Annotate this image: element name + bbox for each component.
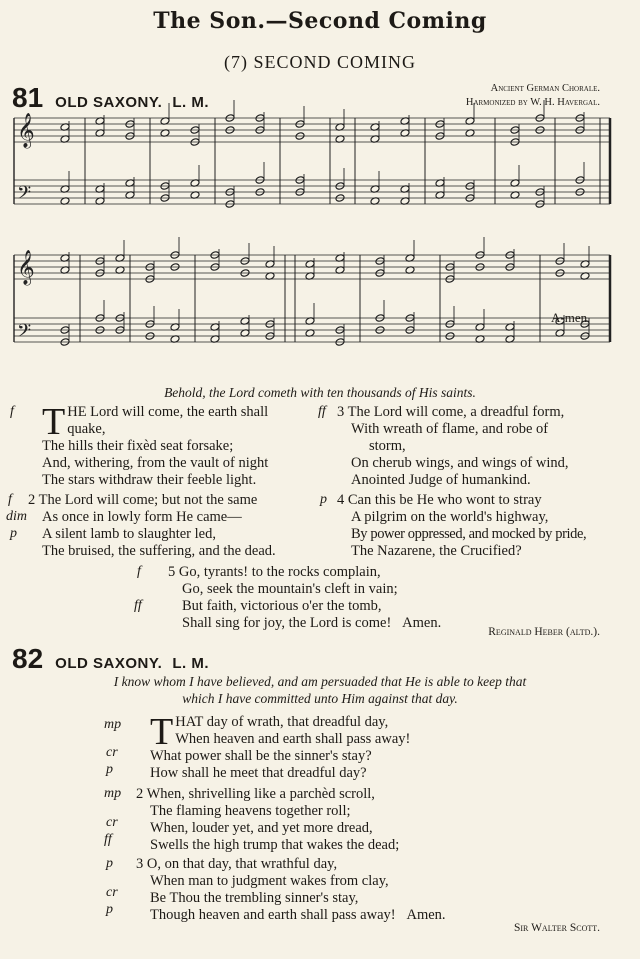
- dynamic-mark: p: [106, 902, 113, 917]
- dynamic-mark: f: [137, 564, 141, 579]
- dynamic-mark: p: [320, 492, 327, 507]
- verse-line: A pilgrim on the world's highway,: [351, 509, 549, 525]
- dynamic-mark: ff: [104, 832, 112, 847]
- amen: Amen.: [402, 615, 442, 631]
- verse-line: 4 Can this be He who wont to stray: [337, 492, 542, 508]
- dynamic-mark: cr: [106, 885, 118, 900]
- dynamic-mark: ff: [318, 404, 326, 419]
- verse-line: When man to judgment wakes from clay,: [150, 873, 389, 889]
- verse-line: The bruised, the suffering, and the dead.: [42, 543, 276, 559]
- verse-line: The stars withdraw their feeble light.: [42, 472, 257, 488]
- verse-5: [168, 564, 508, 632]
- tune-name: OLD SAXONY.: [55, 655, 163, 672]
- bass-clef: 𝄢: [17, 183, 32, 208]
- drop-cap: T: [150, 711, 174, 753]
- verse-line: The flaming heavens together roll;: [150, 803, 351, 819]
- attribution-line: Harmonized by W. H. Havergal.: [465, 97, 600, 108]
- verse-line: storm,: [369, 438, 406, 454]
- verse-3: [337, 404, 637, 489]
- dynamic-mark: f: [8, 492, 12, 507]
- dynamic-mark: p: [106, 762, 113, 777]
- verse-line: 2 When, shrivelling like a parchèd scroll,: [136, 786, 375, 802]
- amen-label: A-men.: [551, 310, 591, 325]
- dynamic-mark: f: [10, 404, 14, 419]
- author-credit: Sir Walter Scott.: [514, 922, 600, 934]
- verse-line: How shall he meet that dreadful day?: [150, 765, 367, 781]
- scripture-intro: which I have committed unto Him against that day.: [182, 691, 458, 706]
- verse-line: By power oppressed, and mocked by pride,: [351, 526, 587, 542]
- dynamic-mark: p: [106, 856, 113, 871]
- page-header: The Son.—Second Coming: [153, 8, 487, 34]
- tune-name: OLD SAXONY.: [55, 94, 163, 111]
- verse-number: 3: [337, 404, 345, 420]
- verse-line: But faith, victorious o'er the tomb,: [182, 598, 382, 614]
- verse-line: A silent lamb to slaughter led,: [42, 526, 216, 542]
- verse-2: [136, 786, 516, 854]
- dynamic-mark: mp: [104, 786, 122, 801]
- section-title: (7) SECOND COMING: [224, 52, 416, 72]
- music-score: [0, 0, 640, 380]
- verse-line: 5 Go, tyrants! to the rocks complain,: [168, 564, 381, 580]
- verse-line: HE Lord will come, the earth shall: [67, 404, 269, 420]
- verse-line: When heaven and earth shall pass away!: [175, 731, 411, 747]
- verse-line: HAT day of wrath, that dreadful day,: [175, 714, 389, 730]
- dynamic-mark: p: [10, 526, 17, 541]
- verse-3: [136, 856, 536, 924]
- scripture-intro: I know whom I have believed, and am persuaded that He is able to keep that: [113, 674, 527, 689]
- verse-line: Shall sing for joy, the Lord is come! Amen.: [182, 615, 442, 631]
- verse-line: 3 O, on that day, that wrathful day,: [136, 856, 338, 872]
- verse-line: What power shall be the sinner's stay?: [150, 748, 372, 764]
- dynamic-mark: ff: [134, 598, 142, 613]
- dynamic-mark: cr: [106, 815, 118, 830]
- verse-line: As once in lowly form He came—: [42, 509, 242, 525]
- meter: L. M.: [172, 655, 210, 672]
- verse-line: On cherub wings, and wings of wind,: [351, 455, 569, 471]
- verse-line: Though heaven and earth shall pass away! Amen.: [150, 907, 446, 923]
- dynamic-mark: dim: [6, 509, 27, 524]
- dynamic-mark: mp: [104, 717, 122, 732]
- treble-clef: 𝄞: [17, 250, 35, 285]
- attribution-line: Ancient German Chorale.: [490, 83, 600, 94]
- verse-line: quake,: [67, 421, 106, 437]
- verse-1: [150, 711, 510, 782]
- verse-line: 2 The Lord will come; but not the same: [28, 492, 258, 508]
- drop-cap: T: [42, 401, 66, 443]
- verse-line: The hills their fixèd seat forsake;: [42, 438, 234, 454]
- bass-clef: 𝄢: [17, 321, 32, 346]
- verse-2: [28, 492, 318, 560]
- verse-number: 5: [168, 564, 176, 580]
- verse-line: The Nazarene, the Crucified?: [351, 543, 522, 559]
- verse-line: Swells the high trump that wakes the dead;: [150, 837, 400, 853]
- dynamic-mark: cr: [106, 745, 118, 760]
- verse-line: Be Thou the trembling sinner's stay,: [150, 890, 359, 906]
- verse-4: [337, 492, 637, 560]
- hymn-number: 82: [12, 643, 44, 674]
- meter: L. M.: [172, 94, 210, 111]
- hymn-number: 81: [12, 82, 44, 113]
- verse-line: When, louder yet, and yet more dread,: [150, 820, 373, 836]
- verse-number: 4: [337, 492, 345, 508]
- scripture-intro: Behold, the Lord cometh with ten thousands of His saints.: [164, 385, 476, 400]
- verse-number: 2: [28, 492, 36, 508]
- amen: Amen.: [406, 907, 446, 923]
- verse-line: 3 The Lord will come, a dreadful form,: [337, 404, 565, 420]
- hymn-82-heading: [12, 643, 209, 675]
- treble-clef: 𝄞: [17, 113, 35, 148]
- verse-number: 2: [136, 786, 144, 802]
- author-credit: Reginald Heber (altd.).: [488, 626, 600, 638]
- verse-1: [42, 401, 312, 489]
- verse-line: With wreath of flame, and robe of: [351, 421, 549, 437]
- verse-line: Go, seek the mountain's cleft in vain;: [182, 581, 398, 597]
- verse-line: And, withering, from the vault of night: [42, 455, 269, 471]
- verse-number: 3: [136, 856, 144, 872]
- verse-line: Anointed Judge of humankind.: [351, 472, 531, 488]
